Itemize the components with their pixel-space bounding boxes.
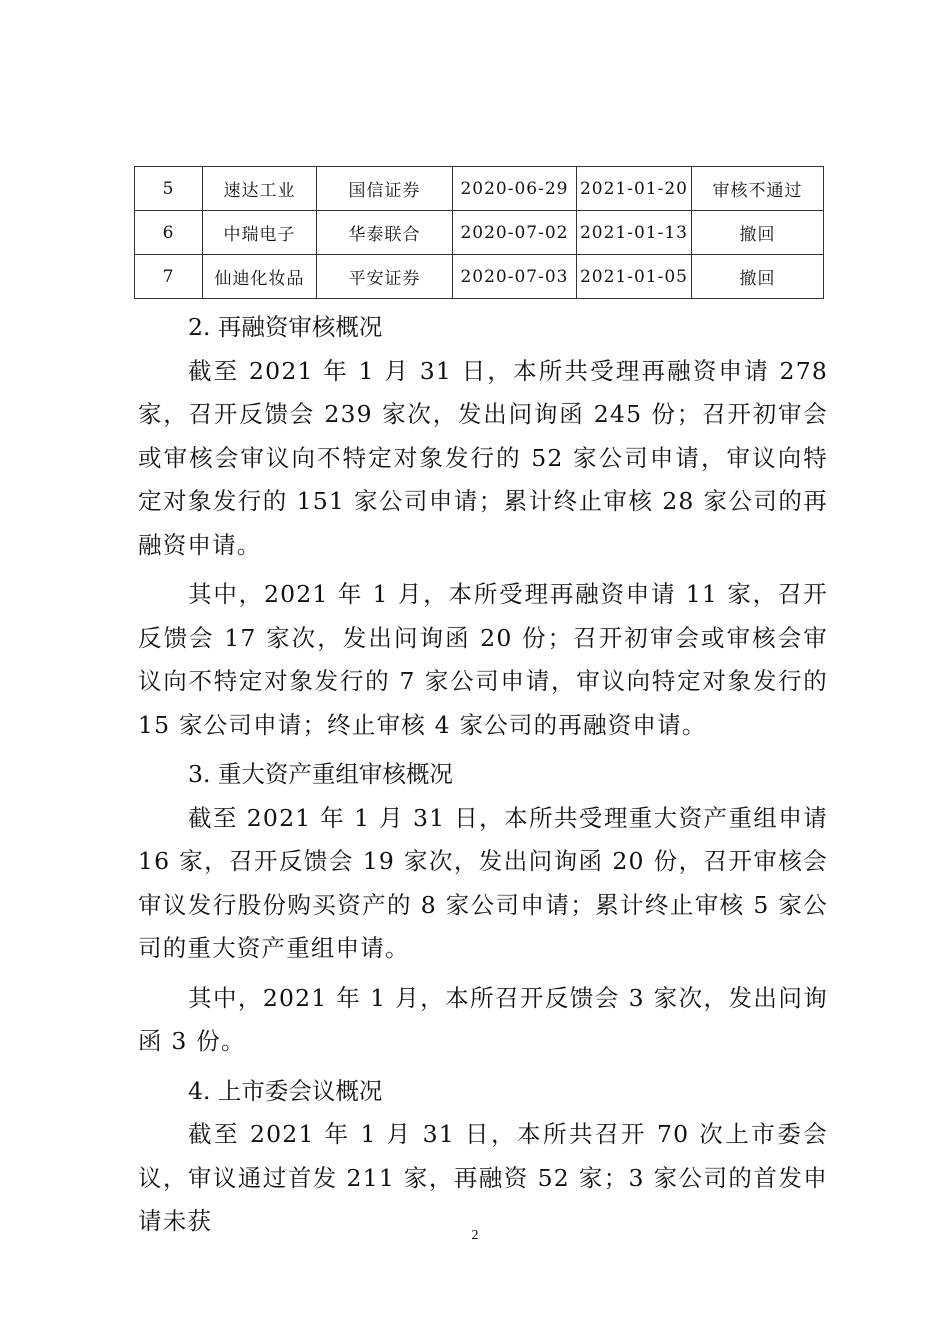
table-cell-result: 审核不通过 [692,167,824,211]
section-heading-refinancing: 2. 再融资审核概况 [188,313,383,341]
paragraph: 截至 2021 年 1 月 31 日，本所共受理重大资产重组申请 16 家，召开反馈会 19 家次，发出问询函 20 份，召开审核会审议发行股份购买资产的 8 家公司申请；累计终止审核 5 家公司的重大资产重组申请。 [138,803,828,962]
table-cell-accept-date: 2020-07-02 [453,211,577,255]
table-cell-accept-date: 2020-06-29 [453,167,577,211]
table-cell-index: 6 [135,211,203,255]
table-row [135,167,824,211]
table-cell-sponsor: 华泰联合 [317,211,453,255]
page-number: 2 [471,1228,479,1243]
table-cell-sponsor: 国信证券 [317,167,453,211]
table-cell-accept-date: 2020-07-03 [453,255,577,299]
table-cell-end-date: 2021-01-13 [577,211,692,255]
table-cell-company: 中瑞电子 [203,211,317,255]
table-cell-end-date: 2021-01-05 [577,255,692,299]
paragraph: 其中，2021 年 1 月，本所召开反馈会 3 家次，发出问询函 3 份。 [138,983,828,1055]
table-cell-result: 撤回 [692,255,824,299]
table-row [135,255,824,299]
table-cell-index: 5 [135,167,203,211]
section-heading-listing-committee: 4. 上市委会议概况 [188,1076,383,1105]
table-cell-company: 速达工业 [203,167,317,211]
table-row [135,211,824,255]
paragraph: 截至 2021 年 1 月 31 日，本所共受理再融资申请 278 家，召开反馈会 239 家次，发出问询函 245 份；召开初审会或审核会审议向不特定对象发行的 52 家公司申请，审议向特定对象发行的 151 家公司申请；累计终止审核 28 家公司的再融资申请。 [138,356,828,559]
paragraph: 其中，2021 年 1 月，本所受理再融资申请 11 家，召开反馈会 17 家次，发出问询函 20 份；召开初审会或审核会审议向不特定对象发行的 7 家公司申请，审议向特定对象发行的 15 家公司申请；终止审核 4 家公司的再融资申请。 [138,580,828,739]
table-cell-result: 撤回 [692,211,824,255]
table-cell-end-date: 2021-01-20 [577,167,692,211]
paragraph: 截至 2021 年 1 月 31 日，本所共召开 70 次上市委会议，审议通过首发 211 家，再融资 52 家；3 家公司的首发申请未获 [138,1120,828,1235]
table-cell-sponsor: 平安证券 [317,255,453,299]
section-heading-restructuring: 3. 重大资产重组审核概况 [188,760,453,788]
review-results-table [134,166,824,299]
table-cell-company: 仙迪化妆品 [203,255,317,299]
table-cell-index: 7 [135,255,203,299]
document-body [138,306,828,1250]
